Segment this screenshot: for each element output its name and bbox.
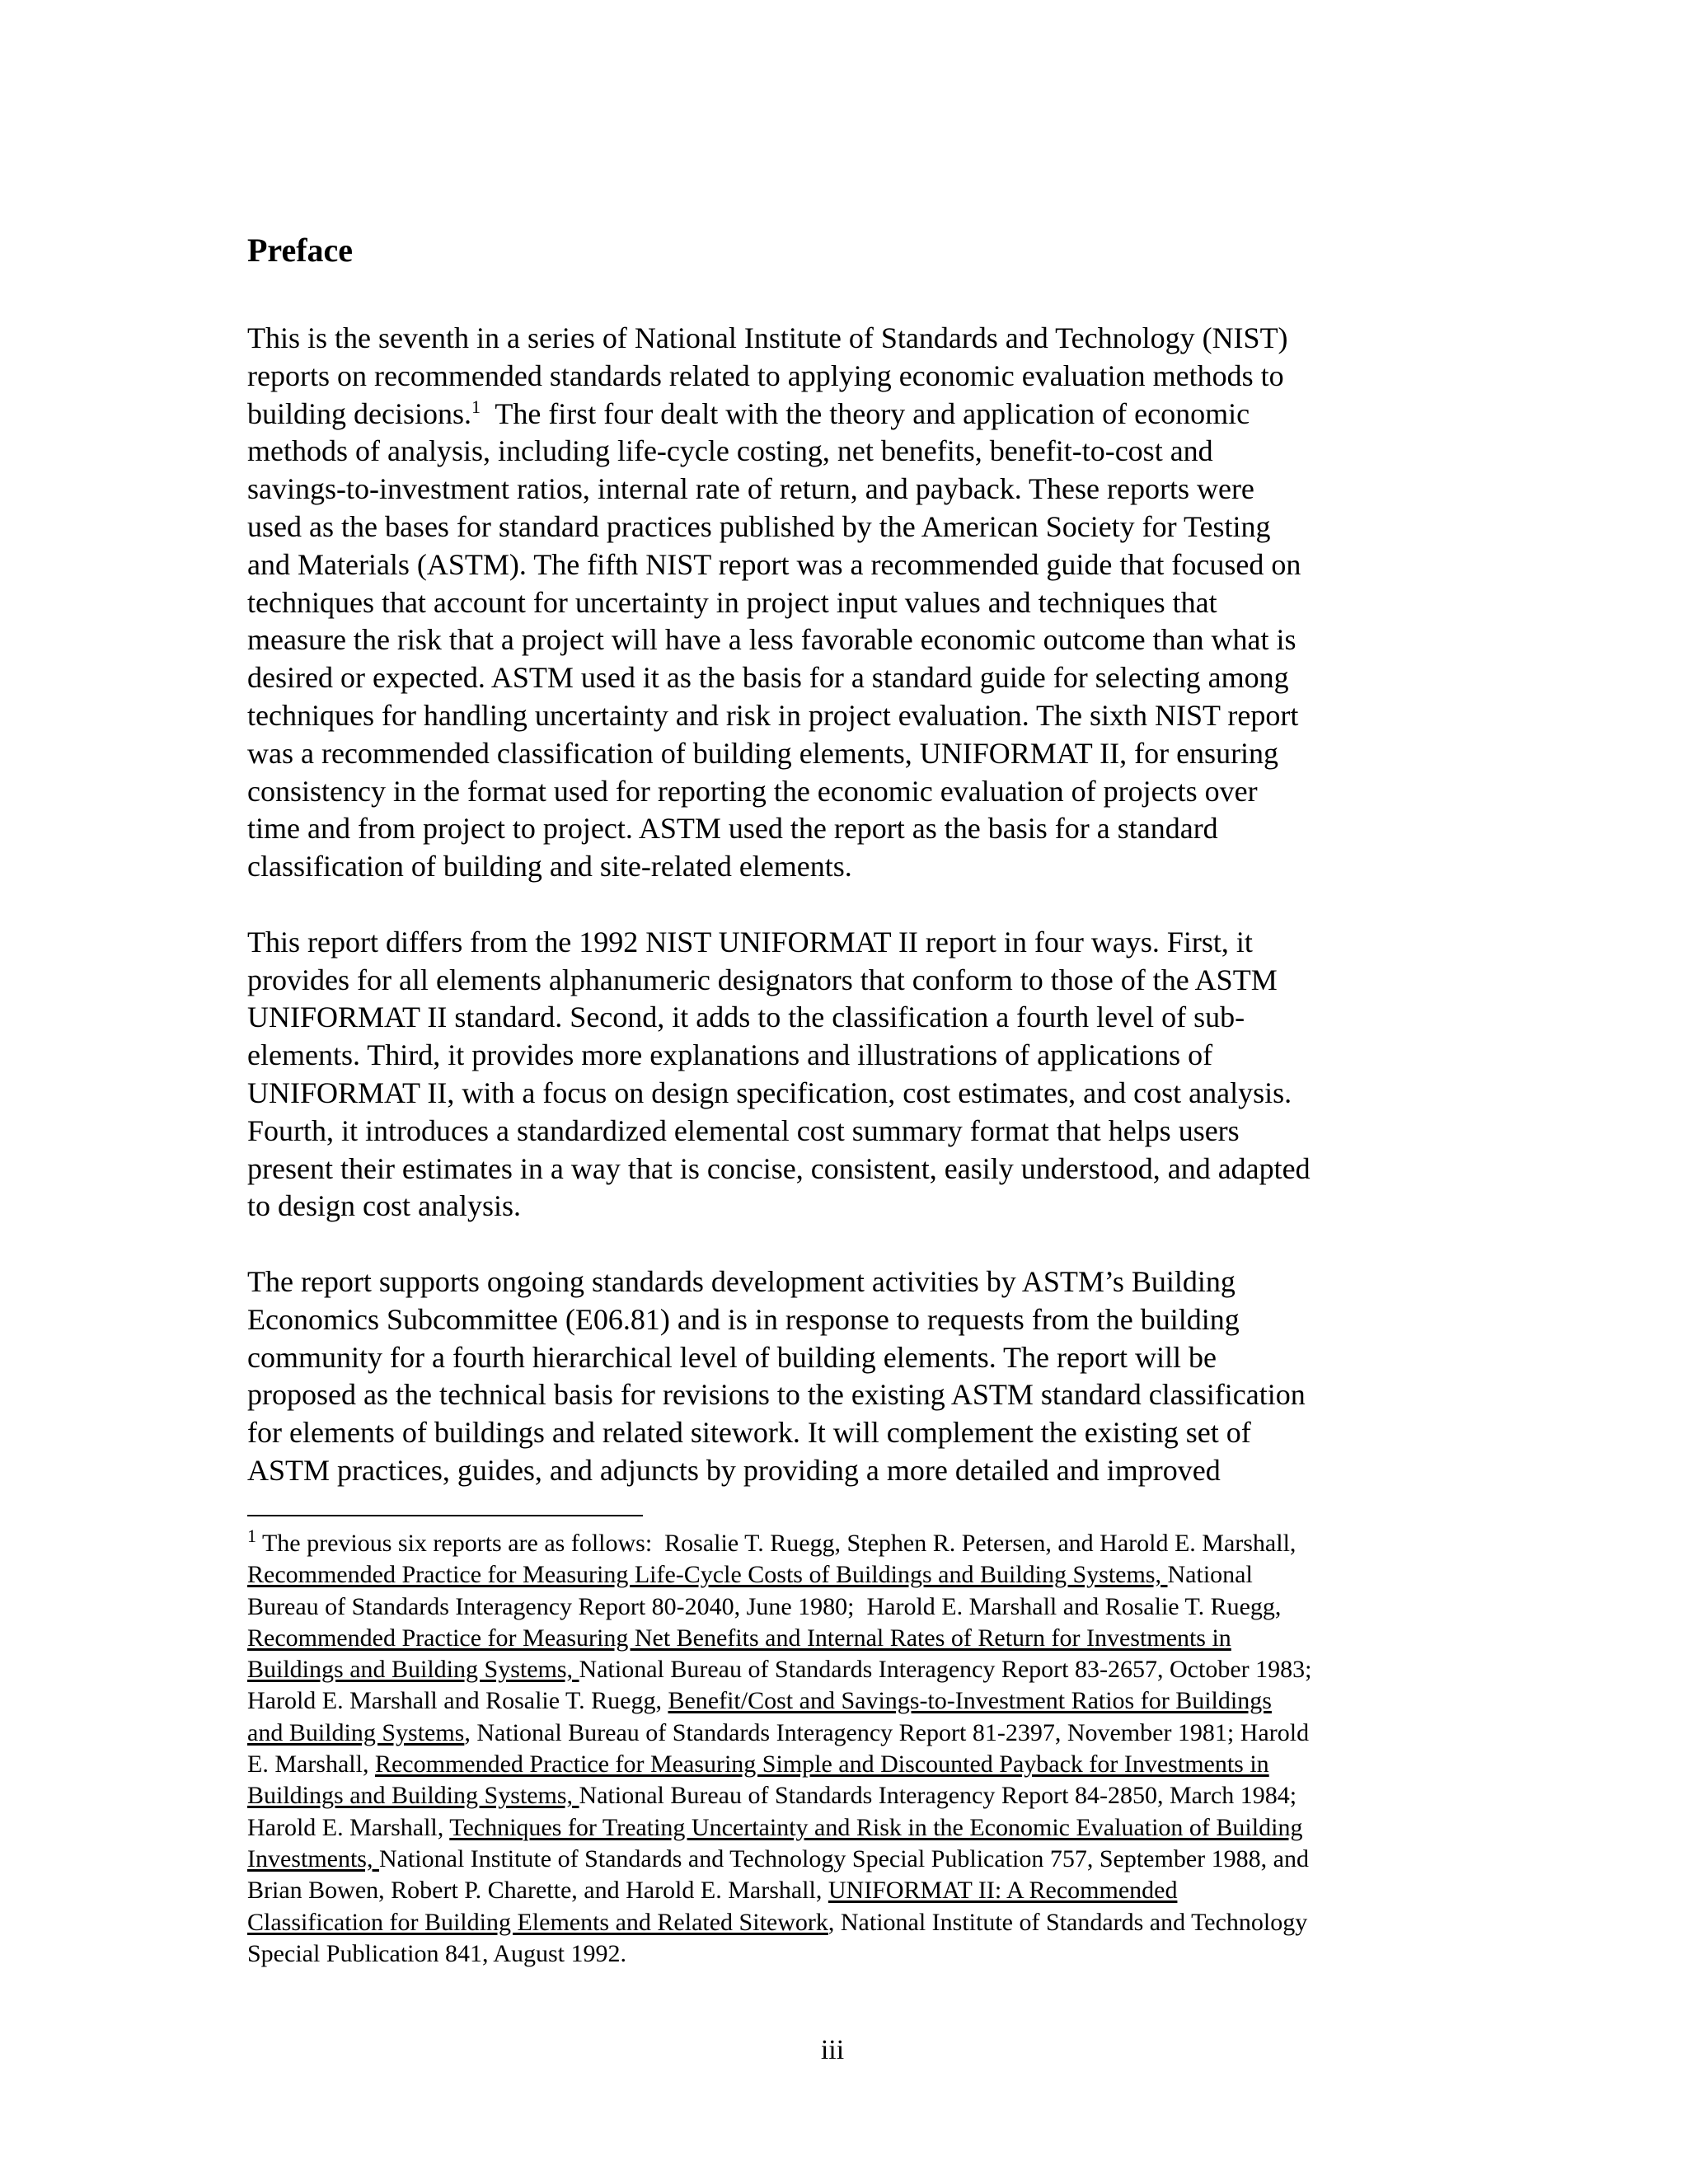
text-line: used as the bases for standard practices published by the American Society for Testing <box>247 509 1271 543</box>
footnote-line <box>247 1812 1442 1844</box>
body-text <box>247 320 1442 1490</box>
citation-text: , National Bureau of Standards Interagency Report 81-2397, November 1981; Harold <box>464 1718 1310 1746</box>
citation-text: National Bureau of Standards Interagency Report 84-2850, March 1984; <box>579 1782 1297 1810</box>
text-line: consistency in the format used for reporting the economic evaluation of projects over <box>247 774 1258 808</box>
text-line: proposed as the technical basis for revisions to the existing ASTM standard classification <box>247 1378 1306 1412</box>
text-line <box>247 396 1442 434</box>
cited-title: Buildings and Building Systems, <box>247 1782 579 1810</box>
text-fragment: building decisions. <box>247 396 471 430</box>
text-line: Economics Subcommittee (E06.81) and is in response to requests from the building <box>247 1302 1240 1336</box>
footnote-line <box>247 1938 1442 1970</box>
text-line: provides for all elements alphanumeric designators that conform to those of the ASTM <box>247 963 1278 996</box>
footnote-line <box>247 1559 1442 1591</box>
cited-title: and Building Systems <box>247 1718 465 1746</box>
citation-text: The previous six reports are as follows: Rosalie T. Ruegg, Stephen R. Petersen, and Harold E. Marshall, <box>256 1530 1296 1557</box>
cited-title: Recommended Practice for Measuring Net Benefits and Internal Rates of Return for Investments in <box>247 1624 1231 1652</box>
text-line: UNIFORMAT II, with a focus on design specification, cost estimates, and cost analysis. <box>247 1076 1292 1109</box>
cited-title: Recommended Practice for Measuring Life-Cycle Costs of Buildings and Building Systems, <box>247 1561 1168 1589</box>
footnote-reference[interactable]: 1 <box>471 396 481 417</box>
footnote-line <box>247 1907 1442 1938</box>
text-line: The report supports ongoing standards development activities by ASTM’s Building <box>247 1264 1236 1298</box>
page-number: iii <box>820 2035 845 2065</box>
cited-title: Buildings and Building Systems, <box>247 1656 579 1684</box>
citation-text: E. Marshall, <box>247 1750 375 1779</box>
text-line: and Materials (ASTM). The fifth NIST report was a recommended guide that focused on <box>247 547 1301 581</box>
text-line: reports on recommended standards related to applying economic evaluation methods to <box>247 359 1284 392</box>
footnote <box>247 1528 1442 1970</box>
footnote-line <box>247 1875 1442 1906</box>
text-line: classification of building and site-related elements. <box>247 850 852 883</box>
footnote-line <box>247 1528 1442 1559</box>
text-line: methods of analysis, including life-cycle costing, net benefits, benefit-to-cost and <box>247 434 1213 468</box>
footnote-line <box>247 1780 1442 1811</box>
footnote-line <box>247 1623 1442 1654</box>
cited-title: Classification for Building Elements and Related Sitework <box>247 1908 828 1936</box>
footnote-line <box>247 1844 1442 1875</box>
text-line: present their estimates in a way that is concise, consistent, easily understood, and adapted <box>247 1151 1311 1185</box>
citation-text: National Institute of Standards and Technology Special Publication 757, September 1988, and <box>378 1844 1309 1872</box>
footnote-separator <box>247 1515 643 1516</box>
text-line: techniques that account for uncertainty in project input values and techniques that <box>247 585 1217 619</box>
text-line: time and from project to project. ASTM used the report as the basis for a standard <box>247 812 1218 846</box>
footnote-line <box>247 1685 1442 1717</box>
citation-text: Harold E. Marshall, <box>247 1813 450 1841</box>
footnote-line <box>247 1654 1442 1685</box>
footnote-line <box>247 1718 1442 1749</box>
text-line: techniques for handling uncertainty and risk in project evaluation. The sixth NIST report <box>247 698 1299 732</box>
cited-title: Recommended Practice for Measuring Simple and Discounted Payback for Investments in <box>374 1750 1269 1779</box>
citation-text: Bureau of Standards Interagency Report 80-2040, June 1980; Harold E. Marshall and Rosalie T. Ruegg, <box>247 1592 1282 1620</box>
footnote-line <box>247 1749 1442 1780</box>
cited-title: Techniques for Treating Uncertainty and Risk in the Economic Evaluation of Building <box>449 1813 1303 1841</box>
citation-text: National Bureau of Standards Interagency Report 83-2657, October 1983; <box>579 1656 1312 1684</box>
text-line: to design cost analysis. <box>247 1189 521 1223</box>
text-line: UNIFORMAT II standard. Second, it adds to the classification a fourth level of sub- <box>247 1001 1245 1034</box>
text-line: Fourth, it introduces a standardized elemental cost summary format that helps users <box>247 1113 1240 1147</box>
text-line: savings-to-investment ratios, internal rate of return, and payback. These reports were <box>247 472 1254 506</box>
text-line: desired or expected. ASTM used it as the basis for a standard guide for selecting among <box>247 661 1289 695</box>
citation-text: Special Publication 841, August 1992. <box>247 1939 626 1967</box>
text-fragment: The first four dealt with the theory and application of economic <box>481 396 1250 430</box>
citation-text: National <box>1167 1561 1253 1589</box>
cited-title: Investments, <box>247 1844 379 1872</box>
text-line: community for a fourth hierarchical level of building elements. The report will be <box>247 1340 1217 1374</box>
text-line: measure the risk that a project will have a less favorable economic outcome than what is <box>247 623 1296 657</box>
text-line: was a recommended classification of building elements, UNIFORMAT II, for ensuring <box>247 736 1279 770</box>
footnote-number: 1 <box>247 1526 256 1546</box>
text-line: elements. Third, it provides more explanations and illustrations of applications of <box>247 1038 1213 1072</box>
text-line: ASTM practices, guides, and adjuncts by providing a more detailed and improved <box>247 1453 1221 1487</box>
text-line: This report differs from the 1992 NIST UNIFORMAT II report in four ways. First, it <box>247 925 1253 958</box>
citation-text: Brian Bowen, Robert P. Charette, and Harold E. Marshall, <box>247 1877 828 1905</box>
citation-text: Harold E. Marshall and Rosalie T. Ruegg, <box>247 1687 668 1715</box>
cited-title: Benefit/Cost and Savings-to-Investment Ratios for Buildings <box>668 1687 1272 1715</box>
paragraph-1 <box>247 320 1442 886</box>
page-title: Preface <box>247 232 354 269</box>
cited-title: UNIFORMAT II: A Recommended <box>828 1877 1178 1905</box>
footnote-line <box>247 1591 1442 1623</box>
paragraph-2 <box>247 924 1442 1226</box>
text-line: for elements of buildings and related sitework. It will complement the existing set of <box>247 1416 1251 1450</box>
paragraph-3 <box>247 1263 1442 1490</box>
document-page <box>247 0 1442 2184</box>
citation-text: , National Institute of Standards and Technology <box>828 1908 1308 1936</box>
text-line: This is the seventh in a series of National Institute of Standards and Technology (NIST) <box>247 321 1288 354</box>
